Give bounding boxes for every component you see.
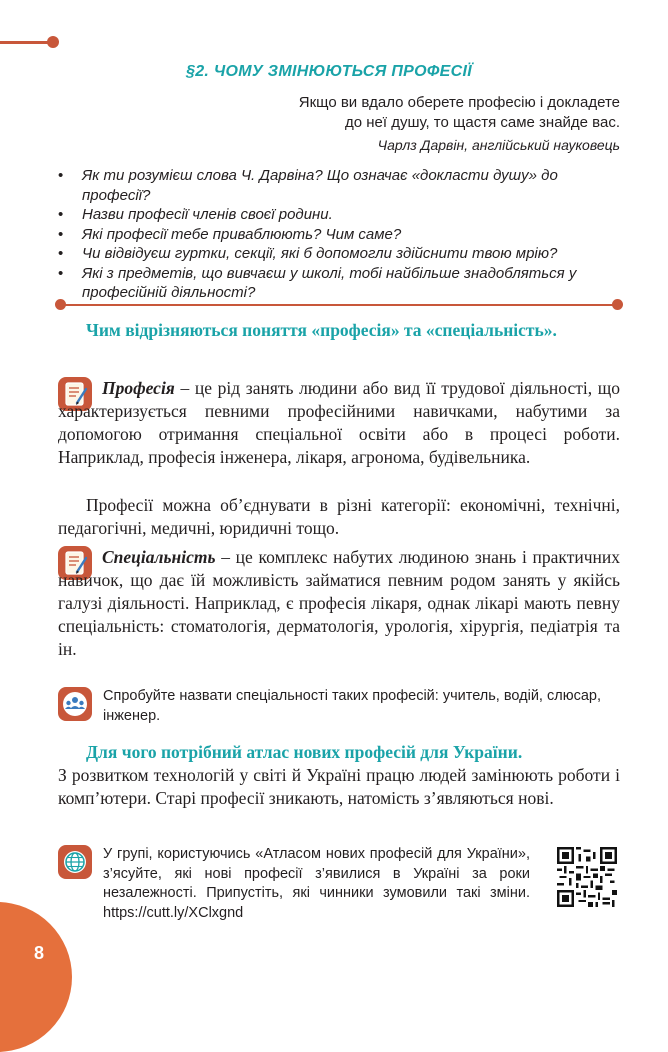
question-list [58,166,628,303]
question-item: • Які професії тебе приваблюють? Чим саме? [58,225,628,245]
page-number-tab [0,902,72,1052]
internet-globe-icon [58,845,92,879]
divider-dot-left [55,299,66,310]
definition-specialty-text: – це комплекс набутих людиною знань і практичних навичок, що дає їй можливість займатися певним родом занять у якійсь галузі діяльності. Наприклад, є професія лікаря, однак лікарі мають певну спеціальність: стоматологія, дерматологія, урологія, хірургія, педіатрія та ін. [58,547,620,659]
group-work-icon [58,687,92,721]
header-rule-dot [47,36,59,48]
paragraph-categories: Професії можна об’єднувати в різні категорії: економічні, технічні, педагогічні, медичні, юридичні тощо. [58,495,620,538]
term-profession: Професія [102,378,175,398]
paragraph-atlas: З розвитком технологій у світі й Україні працю людей замінюють роботи і комп’ютери. Старі професії зникають, натомість з’являються нові. [58,765,620,808]
header-rule [0,41,52,44]
question-item: • Як ти розумієш слова Ч. Дарвіна? Що означає «докласти душу» до професії? [58,166,628,205]
task-group-specialties: Спробуйте назвати спеціальності таких професій: учитель, водій, слюсар, інженер. [103,688,601,724]
question-item: • Чи відвідуєш гуртки, секції, які б допомогли здійснити твою мрію? [58,244,628,264]
question-item: • Які з предметів, що вивчаєш у школі, тобі найбільше знадобляться у професійній діяльності? [58,264,628,303]
term-specialty: Спеціальність [102,547,216,567]
epigraph-line-2: до неї душу, то щастя саме знайде вас. [344,114,620,131]
heading-profession-vs-specialty: Чим відрізняються поняття «професія» та «спеціальність». [86,320,557,340]
section-divider [58,304,620,306]
epigraph-line-1: Якщо ви вдало оберете професію і докладете [298,94,620,111]
epigraph-author: Чарлз Дарвін, англійський науковець [377,137,620,153]
section-title: §2. ЧОМУ ЗМІНЮЮТЬСЯ ПРОФЕСІЇ [186,63,473,80]
task-web-text: У групі, користуючись «Атласом нових професій для України», з’ясуйте, які нові професії з’явилися в Україні за роки незалежності. Припустіть, які чинники зумовили такі зміни. https://cutt.ly/XClxgnd [103,846,530,921]
page-number: 8 [34,943,45,963]
heading-atlas: Для чого потрібний атлас нових професій для України. [86,742,523,762]
definition-profession [58,377,620,469]
definition-specialty [58,546,620,661]
qr-code[interactable] [557,847,617,907]
definition-profession-text: – це рід занять людини або вид її трудової діяльності, що характеризується певними професійними навичками, набутими за допомогою отримання спеціальної освіти або в процесі роботи. Наприклад, професія інженера, лікаря, агронома, будівельника. [58,378,620,467]
task-web-atlas [103,845,530,923]
divider-dot-right [612,299,623,310]
question-item: • Назви професії членів своєї родини. [58,205,628,225]
